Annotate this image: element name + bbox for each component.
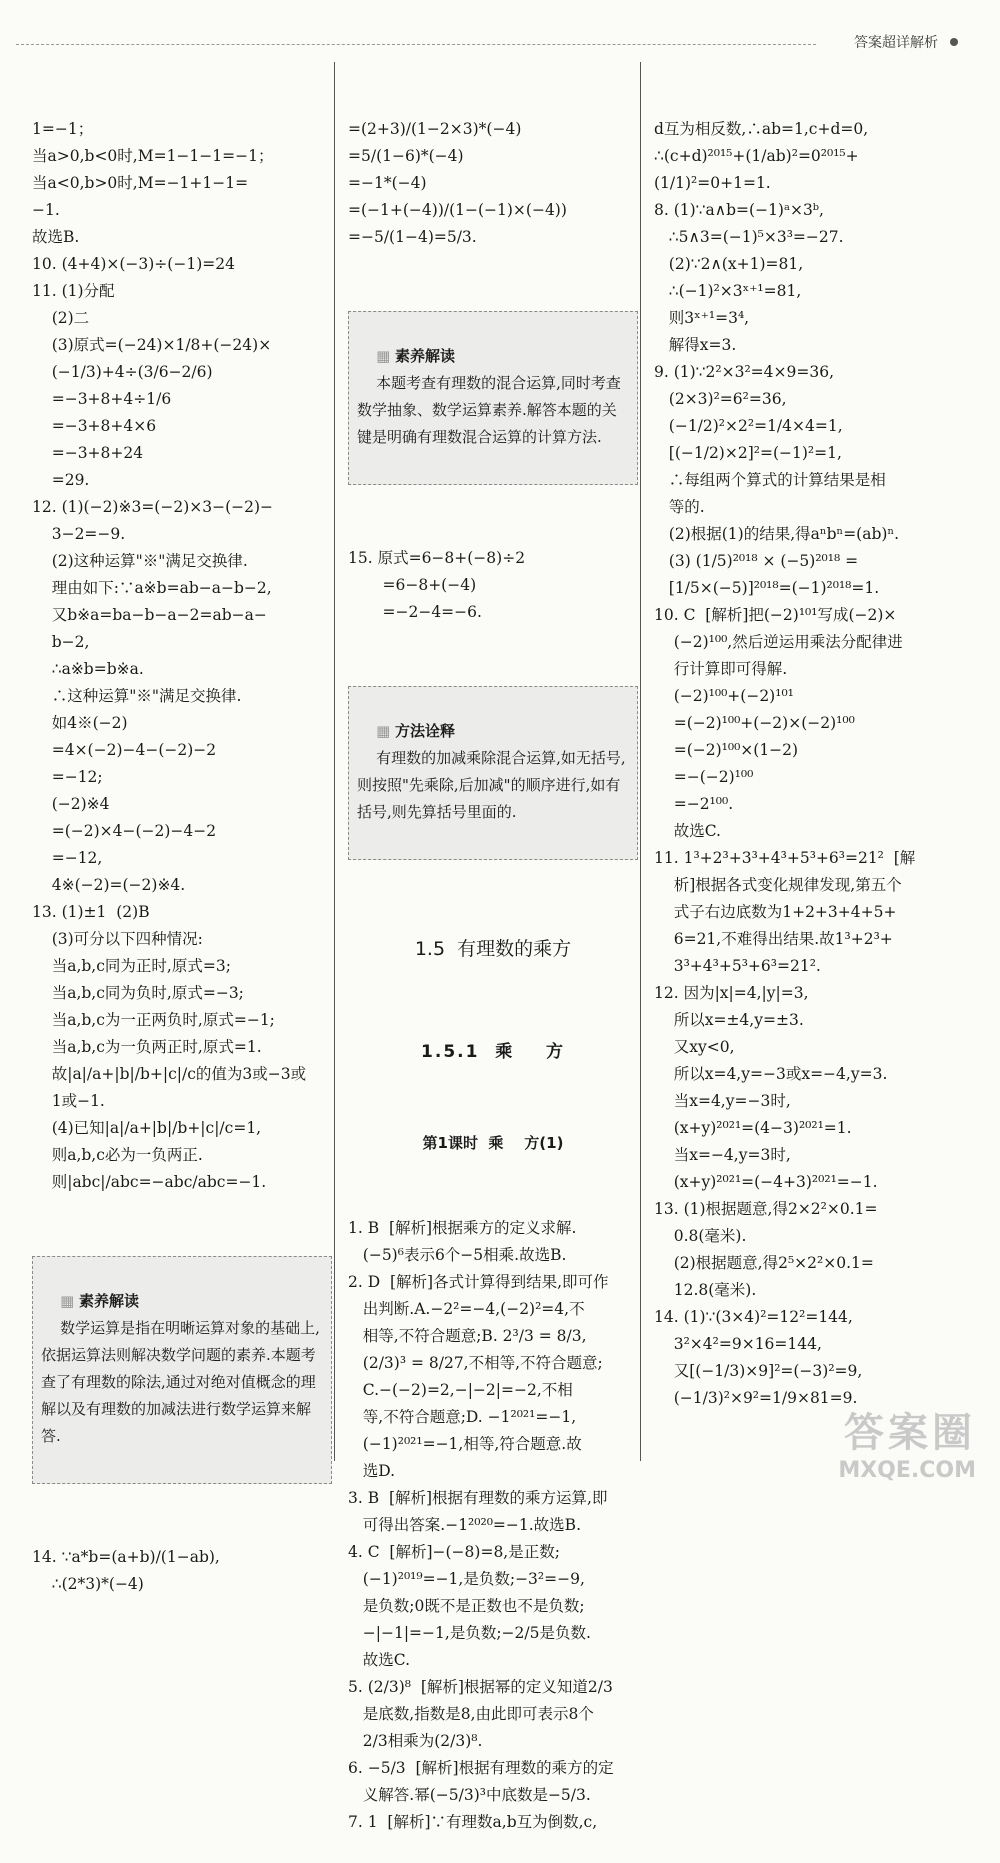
answer-line: (4)已知|a|/a+|b|/b+|c|/c=1, [32,1119,262,1137]
box-title: ▦ 素养解读 [60,1292,139,1310]
answer-line: 3³+4³+5³+6³=21². [654,957,821,975]
box-text: 有理数的加减乘除混合运算,如无括号,则按照"先乘除,后加减"的顺序进行,如有括号,则先算括号里面的. [357,749,626,821]
answer-line: b−2, [32,633,90,651]
answer-line: 13. (1)±1 (2)B [32,903,150,921]
column-divider [640,62,641,1461]
answer-line: =−12, [32,849,103,867]
answer-line: ∴5∧3=(−1)⁵×3³=−27. [654,228,844,246]
answer-line: 则|abc|/abc=−abc/abc=−1. [32,1173,267,1191]
header-dot-icon [950,38,958,46]
watermark-top: 答案圈 [844,1410,976,1456]
answer-line: 又xy<0, [654,1038,735,1056]
answer-line: (x+y)²⁰²¹=(−4+3)²⁰²¹=−1. [654,1173,878,1191]
answer-line: [(−1/2)×2]²=(−1)²=1, [654,444,842,462]
section-title: 1.5 有理数的乘方 [414,938,572,960]
box-text: 数学运算是指在明晰运算对象的基础上,依据运算法则解决数学问题的素养.本题考查了有理数的除法,通过对绝对值概念的理解以及有理数的加减法进行数学运算来解答. [41,1319,320,1445]
answer-line: (2/3)³ = 8/27,不相等,不符合题意; [348,1354,603,1372]
answer-line: ∴每组两个算式的计算结果是相 [654,471,886,489]
watermark-logo [838,1401,976,1483]
answer-line: 是负数;0既不是正数也不是负数; [348,1597,585,1615]
answer-line: 当a<0,b>0时,M=−1+1−1= [32,174,249,192]
answer-line: (2)根据(1)的结果,得aⁿbⁿ=(ab)ⁿ. [654,525,900,543]
answer-line: (2)∵2∧(x+1)=81, [654,255,804,273]
answer-line: 是底数,指数是8,由此即可表示8个 [348,1705,594,1723]
answer-line: (−2)※4 [32,795,110,813]
answer-line: 11. 1³+2³+3³+4³+5³+6³=21² [解 [654,849,916,867]
answer-line: 8. (1)∵a∧b=(−1)ᵃ×3ᵇ, [654,201,824,219]
answer-line: [1/5×(−5)]²⁰¹⁸=(−1)²⁰¹⁸=1. [654,579,880,597]
answer-line: d互为相反数,∴ab=1,c+d=0, [654,120,869,138]
answer-line: 7. 1 [解析]∵有理数a,b互为倒数,c, [348,1813,598,1831]
answer-line: =(−2)¹⁰⁰×(1−2) [654,741,799,759]
answer-line: 4. C [解析]−(−8)=8,是正数; [348,1543,560,1561]
answer-line: −|−1|=−1,是负数;−2/5是负数. [348,1624,591,1642]
answer-line: 故选B. [32,228,80,246]
answer-line: (−1/3)+4÷(3/6−2/6) [32,363,213,381]
answer-line: 当a>0,b<0时,M=1−1−1=−1； [32,147,274,165]
answer-line: (2)这种运算"※"满足交换律. [32,552,248,570]
answer-line: (1/1)²=0+1=1. [654,174,771,192]
column-2-mid [348,545,638,626]
answer-line: ∴(c+d)²⁰¹⁵+(1/ab)²=0²⁰¹⁵+ [654,147,859,165]
answer-line: 等的. [654,498,705,516]
subsection-title: 1.5.1 乘 方 [421,1042,565,1062]
answer-line: 又b※a=ba−b−a−2=ab−a− [32,606,267,624]
answer-line: (−1)²⁰²¹=−1,相等,符合题意.故 [348,1435,582,1453]
answer-line: 5. (2/3)⁸ [解析]根据幂的定义知道2/3 [348,1678,613,1696]
answer-line: 12. 因为|x|=4,|y|=3, [654,984,809,1002]
answer-line: 0.8(毫米). [654,1227,747,1245]
answer-line: (−1)²⁰¹⁹=−1,是负数;−3²=−9, [348,1570,585,1588]
answer-line: (x+y)²⁰²¹=(4−3)²⁰²¹=1. [654,1119,852,1137]
answer-line: 如4※(−2) [32,714,128,732]
answer-line: 当a,b,c同为负时,原式=−3; [32,984,244,1002]
answer-line: 10. C [解析]把(−2)¹⁰¹写成(−2)× [654,606,897,624]
answer-column-2 [348,62,638,1831]
answer-line: 故|a|/a+|b|/b+|c|/c的值为3或−3或 [32,1065,307,1083]
answer-line: 出判断.A.−2²=−4,(−2)²=4,不 [348,1300,585,1318]
answer-line: 4※(−2)=(−2)※4. [32,876,186,894]
answer-line: =−12; [32,768,103,786]
answer-line: (3) (1/5)²⁰¹⁸ × (−5)²⁰¹⁸ = [654,552,859,570]
answer-line: 当x=−4,y=3时, [654,1146,791,1164]
column-1-lines [32,116,332,1196]
answer-line: =4×(−2)−4−(−2)−2 [32,741,217,759]
answer-line: =(−2)¹⁰⁰+(−2)×(−2)¹⁰⁰ [654,714,855,732]
answer-line: (−1/3)²×9²=1/9×81=9. [654,1389,858,1407]
literacy-box [32,1256,332,1484]
answer-line: 2/3相乘为(2/3)⁸. [348,1732,483,1750]
answer-line: 2. D [解析]各式计算得到结果,即可作 [348,1273,609,1291]
answer-line: =−(−2)¹⁰⁰ [654,768,754,786]
watermark-bottom: MXQE.COM [838,1458,976,1483]
box-title: ▦ 素养解读 [376,347,455,365]
answer-line: =(−2)×4−(−2)−4−2 [32,822,217,840]
answer-line: =−3+8+4÷1/6 [32,390,172,408]
answer-line: 故选C. [348,1651,411,1669]
answer-line: 11. (1)分配 [32,282,115,300]
answer-line: ∴(−1)²×3ˣ⁺¹=81, [654,282,802,300]
answer-line: 义解答.幂(−5/3)³中底数是−5/3. [348,1786,591,1804]
answer-line: (−1/2)²×2²=1/4×4=1, [654,417,843,435]
answer-line: 3−2=−9. [32,525,126,543]
answer-line: ∴(2*3)*(−4) [32,1575,144,1593]
answer-line: 1或−1. [32,1092,105,1110]
answer-line: 13. (1)根据题意,得2×2²×0.1= [654,1200,878,1218]
answer-line: 当a,b,c为一正两负时,原式=−1; [32,1011,275,1029]
answer-line: (−5)⁶表示6个−5相乘.故选B. [348,1246,567,1264]
answer-line: ∴a※b=b※a. [32,660,144,678]
answer-line: 行计算即可得解. [654,660,788,678]
answer-line: 当a,b,c为一负两正时,原式=1. [32,1038,262,1056]
column-divider [334,62,335,1461]
header-rule [16,44,816,45]
answer-line: 所以x=4,y=−3或x=−4,y=3. [654,1065,888,1083]
answer-line: C.−(−2)=2,−|−2|=−2,不相 [348,1381,573,1399]
answer-line: =−3+8+24 [32,444,144,462]
answer-line: (−2)¹⁰⁰,然后逆运用乘法分配律进 [654,633,903,651]
answer-line: 理由如下:∵a※b=ab−a−b−2, [32,579,272,597]
answer-line: 则a,b,c必为一负两正. [32,1146,203,1164]
column-2-top [348,116,638,251]
answer-line: 1=−1； [32,120,94,138]
answer-line: −1. [32,201,60,219]
column-3-lines [654,116,954,1412]
answer-line: 解得x=3. [654,336,737,354]
answer-line: 故选C. [654,822,721,840]
box-title: ▦ 方法诠释 [376,722,455,740]
answer-column-1 [32,62,332,1593]
answer-line: 选D. [348,1462,396,1480]
header-title: 答案超详解析 [854,35,938,51]
answer-line: (3)原式=(−24)×1/8+(−24)× [32,336,272,354]
column-2-bottom [348,1215,638,1836]
answer-line: 可得出答案.−1²⁰²⁰=−1.故选B. [348,1516,581,1534]
literacy-box [348,311,638,485]
answer-line: 14. ∵a*b=(a+b)/(1−ab), [32,1548,220,1566]
answer-line: 12.8(毫米). [654,1281,757,1299]
answer-line: 10. (4+4)×(−3)÷(−1)=24 [32,255,235,273]
answer-line: =−3+8+4×6 [32,417,157,435]
answer-line: 所以x=±4,y=±3. [654,1011,804,1029]
box-text: 本题考查有理数的混合运算,同时考查数学抽象、数学运算素养.解答本题的关键是明确有理数混合运算的计算方法. [357,374,621,446]
answer-line: 1. B [解析]根据乘方的定义求解. [348,1219,577,1237]
answer-line: =5/(1−6)*(−4) [348,147,464,165]
answer-line: 3. B [解析]根据有理数的乘方运算,即 [348,1489,608,1507]
answer-line: 当a,b,c同为正时,原式=3; [32,957,231,975]
answer-line: 3²×4²=9×16=144, [654,1335,822,1353]
answer-line: 6. −5/3 [解析]根据有理数的乘方的定 [348,1759,614,1777]
answer-line: 又[(−1/3)×9]²=(−3)²=9, [654,1362,863,1380]
answer-line: 当x=4,y=−3时, [654,1092,791,1110]
answer-line: =6−8+(−4) [348,576,477,594]
answer-line: 式子右边底数为1+2+3+4+5+ [654,903,897,921]
answer-line: 则3ˣ⁺¹=3⁴, [654,309,750,327]
answer-column-3 [654,62,954,1473]
answer-line: 6=21,不难得出结果.故1³+2³+ [654,930,893,948]
answer-line: =29. [32,471,90,489]
answer-line: =−2¹⁰⁰. [654,795,734,813]
answer-line: =(2+3)/(1−2×3)*(−4) [348,120,522,138]
answer-line: =−5/(1−4)=5/3. [348,228,477,246]
answer-line: (2×3)²=6²=36, [654,390,787,408]
answer-line: (3)可分以下四种情况: [32,930,203,948]
answer-line: 14. (1)∵(3×4)²=12²=144, [654,1308,853,1326]
answer-line: =−2−4=−6. [348,603,482,621]
answer-line: =−1*(−4) [348,174,427,192]
column-1-tail [32,1544,332,1598]
lesson-title: 第1课时 乘 方(1) [422,1134,564,1152]
answer-line: 9. (1)∵2²×3²=4×9=36, [654,363,835,381]
answer-line: =(−1+(−4))/(1−(−1)×(−4)) [348,201,567,219]
answer-line: 等,不符合题意;D. −1²⁰²¹=−1, [348,1408,577,1426]
answer-line: 相等,不符合题意;B. 2³/3 = 8/3, [348,1327,587,1345]
answer-line: ∴这种运算"※"满足交换律. [32,687,242,705]
answer-line: 12. (1)(−2)※3=(−2)×3−(−2)− [32,498,274,516]
answer-line: 15. 原式=6−8+(−8)÷2 [348,549,526,567]
answer-line: (−2)¹⁰⁰+(−2)¹⁰¹ [654,687,794,705]
answer-line: (2)二 [32,309,90,327]
answer-line: 析]根据各式变化规律发现,第五个 [654,876,902,894]
method-box [348,686,638,860]
answer-line: (2)根据题意,得2⁵×2²×0.1= [654,1254,874,1272]
